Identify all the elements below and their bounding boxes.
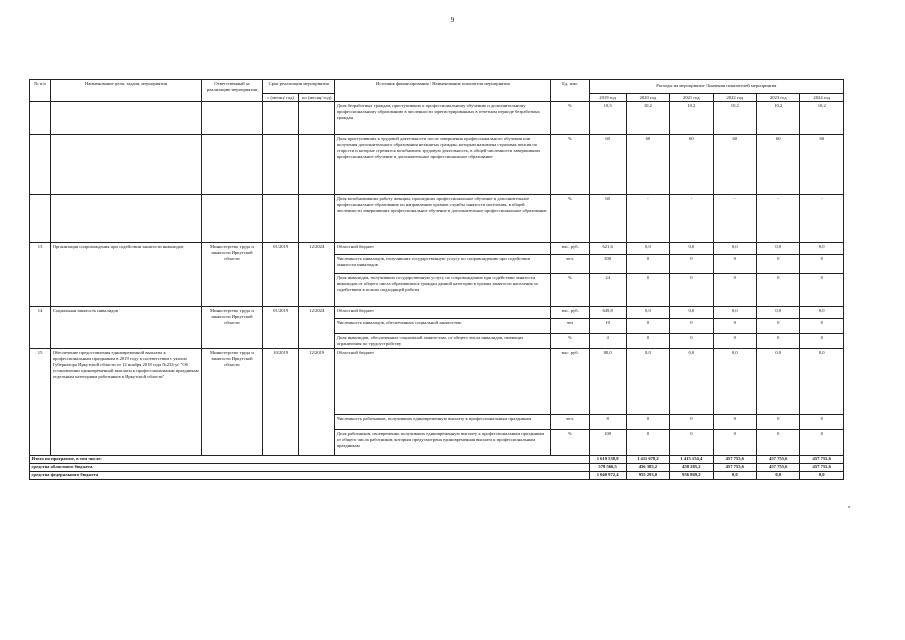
indicator-unit: %: [551, 102, 589, 135]
value-cell: 60: [589, 195, 626, 243]
value-cell: 0: [757, 415, 800, 430]
indicator-unit: чел: [551, 319, 589, 334]
activity-name: Обеспечение предоставления единовременной выплаты к профессиональным праздникам в 2019 году в соответствии с указом Губернатора Иркутской области от 12 ноября 2018 года №233-уг "Об установлении единовременной выплаты к профессиональным праздникам отдельным категориям работников в Иркутской области": [51, 349, 202, 456]
indicator-unit: чел.: [551, 415, 589, 430]
total-value: 457 755,6: [757, 464, 800, 472]
activity-to: 12/2024: [299, 243, 335, 307]
value-cell: 0,0: [757, 243, 800, 255]
total-value: 456 385,2: [626, 464, 669, 472]
closing-quote-mark: »: [848, 505, 851, 510]
indicator-unit: тыс. руб.: [551, 349, 589, 415]
activity-name: Социальная занятость инвалидов: [51, 307, 202, 349]
indicator-unit: чел.: [551, 255, 589, 274]
table-row: [30, 135, 844, 195]
value-cell: 0: [670, 430, 713, 456]
header-term: Срок реализации мероприятия: [263, 80, 335, 94]
value-cell: -: [800, 195, 844, 243]
page-number: 9: [450, 16, 455, 24]
table-row: [30, 195, 844, 243]
indicator-unit: тыс. руб.: [551, 243, 589, 255]
value-cell: 300: [589, 255, 626, 274]
indicator-name: Областной бюджет: [335, 349, 551, 415]
value-cell: 0,0: [670, 349, 713, 415]
total-label: Итого по программе, в том числе:: [30, 456, 590, 464]
value-cell: 24: [589, 274, 626, 307]
activity-name: Организация сопровождения при содействии занятости инвалидов: [51, 243, 202, 307]
total-value: 0,0: [713, 472, 756, 480]
value-cell: 0: [670, 255, 713, 274]
indicator-unit: %: [551, 430, 589, 456]
value-cell: 4: [589, 334, 626, 349]
total-value: 1 415 154,4: [670, 456, 713, 464]
header-source: Источник финансирования / Наименование показателя мероприятия: [335, 80, 551, 102]
activity-from: 01/2019: [263, 243, 299, 307]
value-cell: 60: [713, 135, 756, 195]
value-cell: 0,0: [670, 243, 713, 255]
total-value: 956 869,2: [670, 472, 713, 480]
header-to: по (месяц/ год): [299, 94, 335, 102]
indicator-unit: тыс. руб.: [551, 307, 589, 319]
indicator-unit: %: [551, 195, 589, 243]
value-cell: 10: [589, 319, 626, 334]
value-cell: 0: [626, 430, 669, 456]
indicator-name: Численность работников, получивших единовременную выплату к профессиональным праздникам: [335, 415, 551, 430]
value-cell: 0: [800, 255, 844, 274]
value-cell: 60: [626, 135, 669, 195]
header-expenses: Расходы на мероприятие /Значения показателей мероприятия: [589, 80, 843, 94]
value-cell: 0,0: [800, 349, 844, 415]
value-cell: 0,0: [626, 243, 669, 255]
value-cell: 0: [670, 415, 713, 430]
indicator-name: Доля приступивших к трудовой деятельности после завершения профессионального обучения или получения дополнительного образования незанятых граждан, которым назначена страховая пенсия по старости и которые стремятся возобновить трудовую деятельность, в общей численности завершивших профессиональное обучение и дополнительное профессиональное образование: [335, 135, 551, 195]
activity-to: 12/2019: [299, 349, 335, 456]
table-row: [30, 102, 844, 135]
indicator-name: Доля инвалидов, обеспеченных социальной занятостью, от общего числа инвалидов, имеющих ограничения по трудоустройству: [335, 334, 551, 349]
activity-responsible: Министерство труда и занятости Иркутской области: [201, 349, 262, 456]
value-cell: 0: [713, 430, 756, 456]
total-value: 578 566,5: [589, 464, 626, 472]
indicator-unit: %: [551, 135, 589, 195]
value-cell: 80,0: [589, 349, 626, 415]
value-cell: -: [757, 195, 800, 243]
value-cell: 0,0: [713, 349, 756, 415]
value-cell: 10,2: [713, 102, 756, 135]
total-value: 457 755,6: [713, 456, 756, 464]
value-cell: -: [670, 195, 713, 243]
value-cell: 0: [757, 274, 800, 307]
value-cell: 0,0: [626, 307, 669, 319]
header-year: 2020 год: [626, 94, 669, 102]
value-cell: 100: [589, 430, 626, 456]
value-cell: 10,2: [800, 102, 844, 135]
value-cell: 0: [713, 415, 756, 430]
total-value: 1 411 678,2: [626, 456, 669, 464]
total-row: [30, 472, 844, 480]
value-cell: 0,0: [713, 307, 756, 319]
indicator-name: Численность инвалидов, получивших государственную услугу по сопровождению при содействии занятости инвалидов: [335, 255, 551, 274]
value-cell: -: [713, 195, 756, 243]
activity-row: [30, 307, 844, 319]
value-cell: 10,3: [589, 102, 626, 135]
activity-row: [30, 349, 844, 415]
activity-number: 13: [30, 243, 51, 307]
program-activities-table: [29, 79, 844, 480]
value-cell: 0: [800, 334, 844, 349]
value-cell: 8: [589, 415, 626, 430]
value-cell: 0,0: [800, 307, 844, 319]
value-cell: 0: [626, 274, 669, 307]
activity-number: 15: [30, 349, 51, 456]
value-cell: 0: [757, 255, 800, 274]
value-cell: 0: [800, 415, 844, 430]
value-cell: 0: [670, 334, 713, 349]
value-cell: 0,0: [757, 349, 800, 415]
value-cell: 0: [626, 415, 669, 430]
header-number: № п/п: [30, 80, 51, 102]
indicator-name: Доля работников, своевременно получивших единовременную выплату к профессиональным праздникам от общего числа работников, которым предусмотрена единовременная выплата к профессиональным праздникам: [335, 430, 551, 456]
header-year: 2021 год: [670, 94, 713, 102]
header-name: Наименование цели, задачи, мероприятия: [51, 80, 202, 102]
value-cell: 0,0: [757, 307, 800, 319]
value-cell: 10,2: [670, 102, 713, 135]
value-cell: -: [626, 195, 669, 243]
value-cell: 0,0: [800, 243, 844, 255]
value-cell: 649,8: [589, 307, 626, 319]
total-value: 457 755,6: [800, 464, 844, 472]
total-value: 0,0: [800, 472, 844, 480]
total-value: 457 755,6: [757, 456, 800, 464]
total-value: 1 619 538,9: [589, 456, 626, 464]
value-cell: 0: [626, 334, 669, 349]
indicator-name: Областной бюджет: [335, 307, 551, 319]
header-from: с (месяц/ год): [263, 94, 299, 102]
header-year: 2024 год: [800, 94, 844, 102]
value-cell: 0: [800, 319, 844, 334]
indicator-unit: %: [551, 334, 589, 349]
value-cell: 0: [757, 430, 800, 456]
value-cell: 60: [757, 135, 800, 195]
value-cell: 621,6: [589, 243, 626, 255]
header-year: 2023 год: [757, 94, 800, 102]
value-cell: 0: [757, 334, 800, 349]
value-cell: 0: [670, 319, 713, 334]
indicator-name: Доля возобновивших работу женщин, прошедших профессиональное обучение и дополнительное профессиональное образование по направлению органов службы занятости населения, в общей численности завершивших профессиональное обучение и дополнительное профессиональное образование: [335, 195, 551, 243]
value-cell: 0,0: [670, 307, 713, 319]
header-year: 2019 год: [589, 94, 626, 102]
activity-responsible: Министерство труда и занятости Иркутской области: [201, 243, 262, 307]
value-cell: 0: [626, 319, 669, 334]
indicator-name: Областной бюджет: [335, 243, 551, 255]
value-cell: 0: [713, 255, 756, 274]
indicator-name: Численность инвалидов, обеспеченных социальной занятостью: [335, 319, 551, 334]
total-value: 0,0: [757, 472, 800, 480]
header-unit: Ед. изм.: [551, 80, 589, 102]
total-row: [30, 456, 844, 464]
value-cell: 60: [589, 135, 626, 195]
value-cell: 0: [757, 319, 800, 334]
total-value: 955 293,0: [626, 472, 669, 480]
value-cell: 0: [713, 274, 756, 307]
activity-from: 01/2019: [263, 307, 299, 349]
value-cell: 10,2: [626, 102, 669, 135]
activity-responsible: Министерство труда и занятости Иркутской области: [201, 307, 262, 349]
total-value: 458 285,2: [670, 464, 713, 472]
value-cell: 0,0: [713, 243, 756, 255]
indicator-name: Доля безработных граждан, приступивших к профессиональному обучению и дополнительному профессиональному образованию в численности зарегистрированных в отчетном периоде безработных граждан: [335, 102, 551, 135]
value-cell: 60: [800, 135, 844, 195]
total-value: 1 040 972,4: [589, 472, 626, 480]
value-cell: 0,0: [626, 349, 669, 415]
total-value: 457 755,6: [713, 464, 756, 472]
value-cell: 0: [626, 255, 669, 274]
activity-to: 12/2024: [299, 307, 335, 349]
indicator-name: Доля инвалидов, получивших государственную услугу по сопровождению при содействии занятости инвалидов от общего числа обратившихся граждан данной категории в органы занятости населения за содействием в поиске подходящей работы: [335, 274, 551, 307]
header-responsible: Ответственный за реализацию мероприятия: [201, 80, 262, 102]
value-cell: 10,2: [757, 102, 800, 135]
value-cell: 0: [800, 430, 844, 456]
value-cell: 0: [713, 319, 756, 334]
value-cell: 0: [670, 274, 713, 307]
header-row-1: [30, 80, 844, 94]
total-label: средства федерального бюджета: [30, 472, 590, 480]
total-row: [30, 464, 844, 472]
value-cell: 60: [670, 135, 713, 195]
activity-row: [30, 243, 844, 255]
indicator-unit: %: [551, 274, 589, 307]
header-year: 2022 год: [713, 94, 756, 102]
value-cell: 0: [800, 274, 844, 307]
activity-from: 10/2019: [263, 349, 299, 456]
activity-number: 14: [30, 307, 51, 349]
total-value: 457 755,6: [800, 456, 844, 464]
total-label: средства областного бюджета: [30, 464, 590, 472]
value-cell: 0: [713, 334, 756, 349]
